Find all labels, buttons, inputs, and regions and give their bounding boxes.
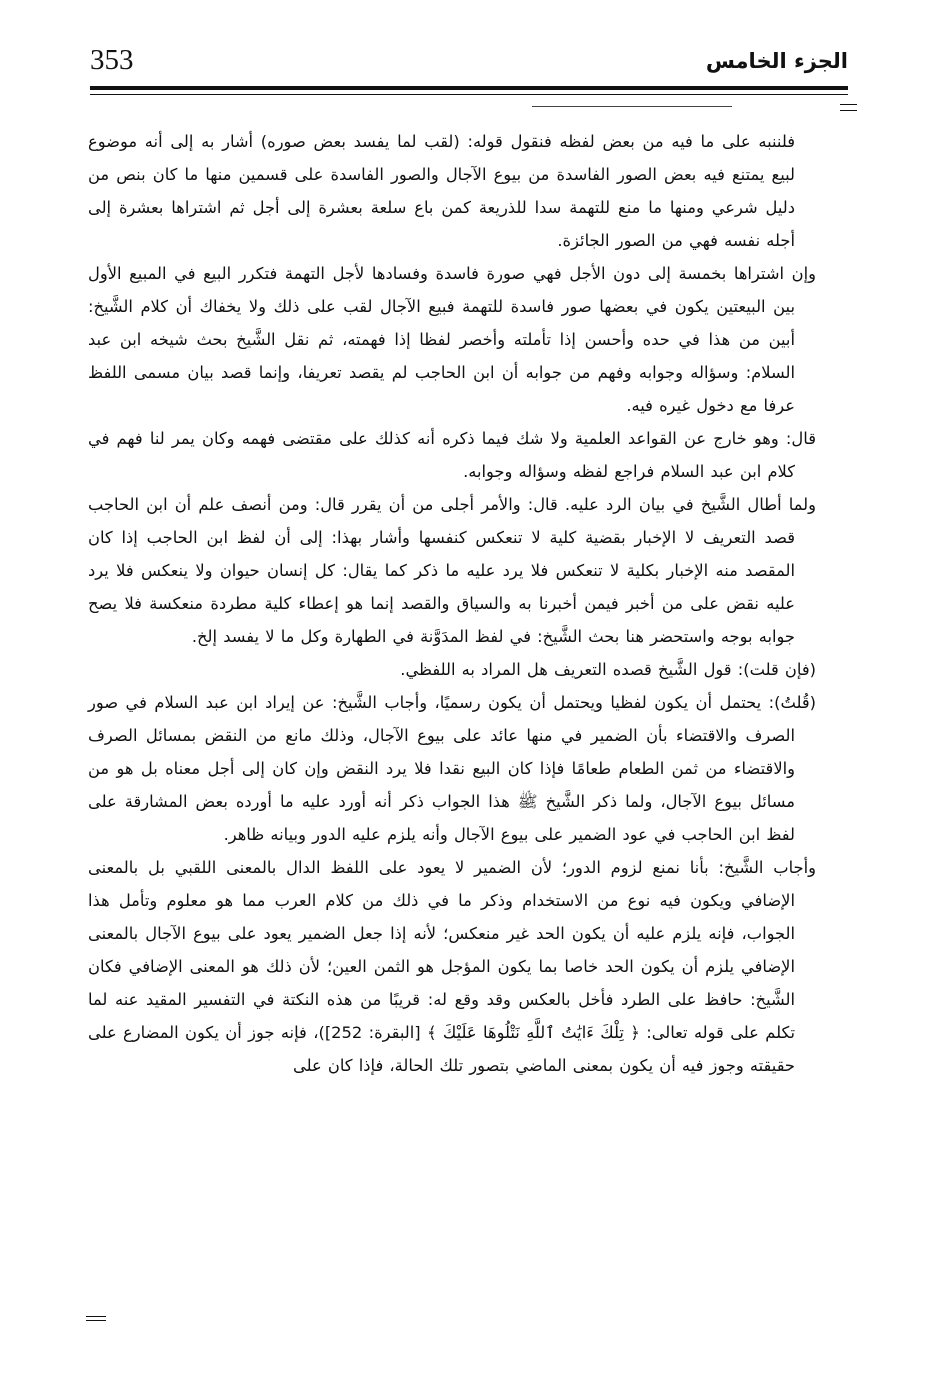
continuation-mark — [86, 1316, 106, 1324]
paragraph-1: فلننبه على ما فيه من بعض لفظه فنقول قوله: (لقب لما يفسد بعض صوره) أشار به إلى أنه موضوع لبيع يمتنع فيه بعض الصور الفاسدة من بيوع الآجال والصور الفاسدة على قسمين منها ما كان بنص من دليل شرعي ومنها ما منع للتهمة سدا للذريعة كمن باع سلعة بعشرة إلى أجل ثم اشتراها بعشرة إلى أجله نفسه فهي من الصور الجائزة. — [88, 132, 795, 250]
paragraph-6: (قُلتُ): يحتمل أن يكون لفظيا ويحتمل أن يكون رسميًا، وأجاب الشَّيخ: عن إيراد ابن عبد السلام في صور الصرف والاقتضاء بأن الضمير في منها عائد على بيوع الآجال، وذلك مانع من النقض بمسائل الصرف والاقتضاء من ثمن الطعام طعامًا فإذا كان البيع نقدا فلا يرد النقض وإن كان إلى أجل معناه بل هو من مسائل بيوع الآجال، ولما ذكر الشَّيخ ﷺ هذا الجواب ذكر أنه أورد عليه ما أورده بعض المشارقة على لفظ ابن الحاجب في عود الضمير على بيوع الآجال وأنه يلزم عليه الدور وبيانه ظاهر. — [88, 693, 816, 844]
part-title: الجزء الخامس — [705, 49, 848, 73]
paragraph-4: ولما أطال الشَّيخ في بيان الرد عليه. قال: والأمر أجلى من أن يقرر قال: ومن أنصف علم أن ابن الحاجب قصد التعريف لا الإخبار بقضية كلية لا تنعكس كنفسها وأشار بهذا: إلى أن لفظ ابن الحاجب إذا كان المقصد منه الإخبار بكلية لا تنعكس فلا يرد عليه ما ذكر كما يقال: كل إنسان حيوان ولا ينعكس فلا يرد عليه نقض على من أخبر فيمن أخبرنا به والسياق والقصد إنما هو إعطاء كلية مطردة منعكسة فلا يصح جوابه بوجه واستحضر هنا بحث الشَّيخ: في لفظ المدَوَّنة في الطهارة وكل ما لا يفسد إلخ. — [88, 495, 816, 646]
header-rule-thin — [90, 94, 848, 95]
header-rule-thick — [90, 86, 848, 90]
page-body — [88, 125, 816, 1082]
note-divider — [532, 106, 732, 107]
page-number: 353 — [90, 44, 134, 76]
margin-mark — [840, 104, 857, 116]
paragraph-2: وإن اشتراها بخمسة إلى دون الأجل فهي صورة فاسدة وفسادها لأجل التهمة فتكرر البيع في المبيع الأول بين البيعتين يكون في بعضها صور فاسدة للتهمة فبيع الآجال لقب على ذلك ولا يخفاك أن كلام الشَّيخ: أبين من هذا في حده وأحسن إذا تأملته وأخصر لفظا إذا فهمته، ثم نقل الشَّيخ بحث شيخه ابن عبد السلام: وسؤاله وجوابه وفهم من جوابه أن ابن الحاجب لم يقصد تعريفا، وإنما قصد بيان مسمى اللفظ عرفا مع دخول غيره فيه. — [88, 264, 816, 415]
paragraph-5: (فإن قلت): قول الشَّيخ قصده التعريف هل المراد به اللفظي. — [400, 660, 816, 679]
running-header — [90, 42, 848, 82]
paragraph-3: قال: وهو خارج عن القواعد العلمية ولا شك فيما ذكره أنه كذلك على مقتضى فهمه وكان يمر لنا فهم في كلام ابن عبد السلام فراجع لفظه وسؤاله وجوابه. — [88, 429, 816, 481]
paragraph-7: وأجاب الشَّيخ: بأنا نمنع لزوم الدور؛ لأن الضمير لا يعود على اللفظ الدال بالمعنى اللقبي بل بالمعنى الإضافي ويكون فيه نوع من الاستخدام وذكر ما في ذلك من كلام العرب مما هو معلوم وتأمل هذا الجواب، فإنه يلزم عليه أن يكون الحد غير منعكس؛ لأنه إذا جعل الضمير يعود على بيوع الآجال بالمعنى الإضافي يلزم أن يكون الحد خاصا بما يكون المؤجل هو الثمن العين؛ لأن ذلك هو المعنى الإضافي فكان الشَّيخ: حافظ على الطرد فأخل بالعكس وقد وقع له: قريبًا من هذه النكتة في التفسير المقيد عنه لما تكلم على قوله تعالى: ﴿ تِلْكَ ءَايَٰتُ ٱللَّهِ نَتْلُوهَا عَلَيْكَ ﴾ [البقرة: 252])، فإنه جوز أن يكون المضارع على حقيقته وجوز فيه أن يكون بمعنى الماضي بتصور تلك الحالة، فإذا كان على — [88, 858, 816, 1075]
